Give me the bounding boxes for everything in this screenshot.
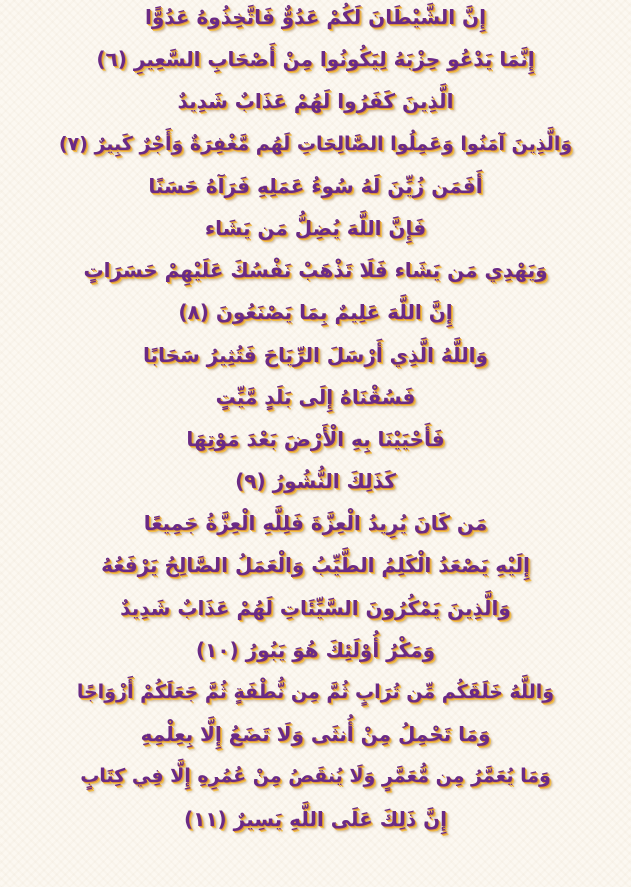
verse-line-10: فَسُقْنَاهُ إِلَى بَلَدٍ مَّيِّتٍ bbox=[215, 384, 416, 409]
verse-line-1: إِنَّ الشَّيْطَانَ لَكُمْ عَدُوٌّ فَاتَّخِذُوهُ عَدُوًّا bbox=[145, 5, 486, 29]
verse-line-5: أَفَمَن زُيِّنَ لَهُ سُوءُ عَمَلِهِ فَرَآهُ حَسَنًا bbox=[148, 173, 483, 198]
verse-line-12: كَذَلِكَ النُّشُورُ (٩) bbox=[235, 469, 396, 494]
verse-line-14: إِلَيْهِ يَصْعَدُ الْكَلِمُ الطَّيِّبُ وَالْعَمَلُ الصَّالِحُ يَرْفَعُهُ bbox=[101, 553, 530, 578]
verse-line-6: فَإِنَّ اللَّهَ يُضِلُّ مَن يَشَاء bbox=[204, 215, 427, 240]
verse-line-20: إِنَّ ذَلِكَ عَلَى اللَّهِ يَسِيرٌ (١١) bbox=[183, 806, 448, 831]
verse-line-17: وَاللَّهُ خَلَقَكُم مِّن تُرَابٍ ثُمَّ مِن نُّطْفَةٍ ثُمَّ جَعَلَكُمْ أَزْوَاجًا bbox=[76, 681, 555, 703]
verse-line-18: وَمَا تَحْمِلُ مِنْ أُنثَى وَلَا تَضَعُ إِلَّا بِعِلْمِهِ bbox=[140, 722, 491, 747]
verse-line-7: وَيَهْدِي مَن يَشَاء فَلَا تَذْهَبْ نَفْسُكَ عَلَيْهِمْ حَسَرَاتٍ bbox=[83, 258, 548, 283]
verse-line-19: وَمَا يُعَمَّرُ مِن مُّعَمَّرٍ وَلَا يُنقَصُ مِنْ عُمُرِهِ إِلَّا فِي كِتَابٍ bbox=[80, 765, 551, 788]
verse-line-16: وَمَكْرُ أُوْلَئِكَ هُوَ يَبُورُ (١٠) bbox=[195, 637, 436, 662]
verse-line-3: الَّذِينَ كَفَرُوا لَهُمْ عَذَابٌ شَدِيدٌ bbox=[177, 89, 454, 114]
verse-line-4: وَالَّذِينَ آمَنُوا وَعَمِلُوا الصَّالِحَاتِ لَهُم مَّغْفِرَةٌ وَأَجْرٌ كَبِيرٌ (٧) bbox=[58, 132, 573, 155]
verse-line-11: فَأَحْيَيْنَا بِهِ الْأَرْضَ بَعْدَ مَوْتِهَا bbox=[186, 426, 445, 451]
verse-line-9: وَاللَّهُ الَّذِي أَرْسَلَ الرِّيَاحَ فَتُثِيرُ سَحَابًا bbox=[143, 342, 488, 367]
verse-line-15: وَالَّذِينَ يَمْكُرُونَ السَّيِّئَاتِ لَهُمْ عَذَابٌ شَدِيدٌ bbox=[120, 595, 511, 620]
verse-line-2: إِنَّمَا يَدْعُو حِزْبَهُ لِيَكُونُوا مِنْ أَصْحَابِ السَّعِيرِ (٦) bbox=[96, 47, 535, 72]
verse-line-13: مَن كَانَ يُرِيدُ الْعِزَّةَ فَلِلَّهِ الْعِزَّةُ جَمِيعًا bbox=[143, 511, 488, 536]
verse-line-8: إِنَّ اللَّهَ عَلِيمٌ بِمَا يَصْنَعُونَ (٨) bbox=[178, 300, 453, 325]
